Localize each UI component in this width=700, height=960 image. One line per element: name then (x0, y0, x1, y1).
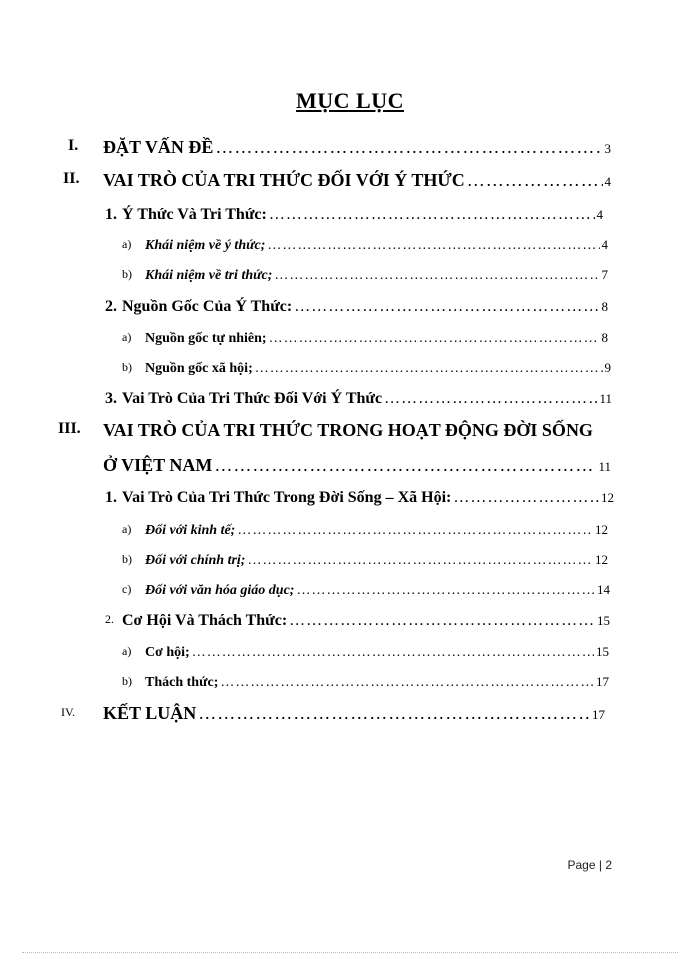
dot-leader (269, 331, 600, 347)
dot-leader (215, 137, 602, 158)
dot-leader (467, 170, 603, 191)
toc-entry-number: II. (63, 170, 80, 187)
toc-entry-text: Nguồn Gốc Của Ý Thức: (122, 298, 293, 315)
toc-entry-page: 4 (604, 174, 611, 189)
toc-entry-2-1-b[interactable] (122, 267, 608, 284)
toc-entry-text: Vai Trò Của Tri Thức Trong Đời Sống – Xã Hội: (122, 489, 452, 506)
dot-leader (214, 455, 596, 476)
toc-entry-page: 17 (596, 674, 609, 689)
toc-entry-number: 1. (105, 489, 117, 506)
toc-entry-number: 2. (105, 298, 117, 315)
toc-title: MỤC LỤC (296, 88, 404, 113)
toc-entry-number: 3. (105, 390, 117, 407)
toc-entry-page: 4 (596, 207, 603, 222)
dot-leader (453, 489, 599, 507)
toc-entry-page: 11 (598, 459, 611, 474)
toc-entry-text: Đối với văn hóa giáo dục; (145, 583, 295, 598)
toc-entry-number: III. (58, 420, 81, 437)
toc-entry-page: 4 (601, 237, 608, 252)
toc-entry-text: Thách thức; (145, 675, 219, 690)
toc-entry-page: 7 (601, 267, 608, 282)
toc-entry-3-1-a[interactable] (122, 522, 608, 539)
toc-entry-text: Cơ Hội Và Thách Thức: (122, 612, 288, 629)
toc-entry-number: b) (122, 267, 132, 281)
toc-entry-number: 2. (105, 612, 114, 626)
toc-entry-text: KẾT LUẬN (103, 703, 197, 723)
toc-entry-2-2[interactable] (105, 298, 608, 316)
toc-entry-text: Đối với chính trị; (145, 553, 246, 568)
toc-entry-2-1-a[interactable] (122, 237, 608, 254)
toc-entry-3-1[interactable] (105, 489, 614, 507)
toc-entry-number: a) (122, 644, 132, 658)
toc-entry-page: 11 (599, 391, 612, 406)
toc-entry-page: 8 (601, 330, 608, 345)
toc-entry-number: b) (122, 674, 132, 688)
toc-entry-number: a) (122, 330, 132, 344)
toc-entry-page: 3 (604, 141, 611, 156)
toc-entry-text: Vai Trò Của Tri Thức Đối Với Ý Thức (122, 390, 383, 407)
toc-entry-page: 8 (601, 299, 608, 314)
toc-entry-number: b) (122, 360, 132, 374)
dot-leader (269, 206, 595, 224)
dot-leader (267, 238, 599, 254)
dot-leader (198, 703, 590, 724)
footer-page-number: 2 (605, 858, 612, 872)
footer-label: Page (567, 858, 596, 872)
dot-leader (384, 390, 597, 408)
page-footer (567, 858, 612, 872)
dot-leader (220, 675, 594, 691)
toc-entry-2-3[interactable] (105, 390, 612, 408)
toc-entry-number: IV. (61, 705, 76, 719)
toc-entry-section-2[interactable] (63, 170, 611, 191)
toc-entry-text: Ý Thức Và Tri Thức: (122, 206, 267, 223)
toc-entry-text: Khái niệm về tri thức; (145, 268, 273, 283)
dot-leader (274, 268, 599, 284)
toc-entry-page: 9 (604, 360, 611, 375)
toc-entry-3-2-a[interactable] (122, 644, 609, 661)
toc-entry-3-2[interactable] (105, 612, 610, 630)
toc-entry-3-1-b[interactable] (122, 552, 608, 569)
toc-entry-number: 1. (105, 206, 117, 223)
dot-leader (237, 523, 593, 539)
toc-entry-text: Đối với kinh tế; (145, 523, 236, 538)
toc-entry-page: 12 (595, 552, 608, 567)
dot-leader (294, 298, 599, 316)
toc-entry-text: ĐẶT VẤN ĐỀ (103, 137, 214, 157)
toc-entry-2-2-b[interactable] (122, 360, 611, 377)
toc-entry-text: Nguồn gốc tự nhiên; (145, 331, 267, 346)
toc-entry-section-4[interactable] (61, 703, 605, 724)
toc-entry-text: Khái niệm về ý thức; (145, 238, 266, 253)
toc-entry-number: b) (122, 552, 132, 566)
toc-entry-page: 12 (601, 490, 614, 505)
toc-entry-3-1-c[interactable] (122, 582, 610, 599)
toc-entry-text: Cơ hội; (145, 645, 190, 660)
toc-entry-section-3[interactable] (58, 420, 611, 441)
page-bottom-border (22, 952, 678, 953)
toc-entry-section-1[interactable] (68, 137, 611, 158)
toc-entry-number: a) (122, 237, 132, 251)
toc-entry-text-line-1: VAI TRÒ CỦA TRI THỨC TRONG HOẠT ĐỘNG ĐỜI SỐNG (103, 420, 593, 440)
toc-entry-page: 12 (595, 522, 608, 537)
toc-entry-number: a) (122, 522, 132, 536)
toc-entry-2-1[interactable] (105, 206, 603, 224)
toc-entry-number: c) (122, 582, 132, 596)
toc-entry-number: I. (68, 137, 79, 154)
toc-entry-3-2-b[interactable] (122, 674, 609, 691)
dot-leader (296, 583, 595, 599)
toc-entry-page: 14 (597, 582, 610, 597)
toc-entry-section-3-continued[interactable] (103, 455, 611, 476)
toc-entry-page: 15 (597, 613, 610, 628)
dot-leader (192, 645, 594, 661)
toc-entry-text: VAI TRÒ CỦA TRI THỨC ĐỐI VỚI Ý THỨC (103, 170, 465, 190)
footer-separator: | (598, 858, 602, 872)
toc-entry-page: 15 (596, 644, 609, 659)
dot-leader (289, 612, 595, 630)
toc-entry-2-2-a[interactable] (122, 330, 608, 347)
dot-leader (255, 361, 603, 377)
toc-entry-page: 17 (592, 707, 605, 722)
toc-entry-text-line-2: Ở VIỆT NAM (103, 455, 213, 475)
dot-leader (247, 553, 593, 569)
toc-entry-text: Nguồn gốc xã hội; (145, 361, 253, 376)
